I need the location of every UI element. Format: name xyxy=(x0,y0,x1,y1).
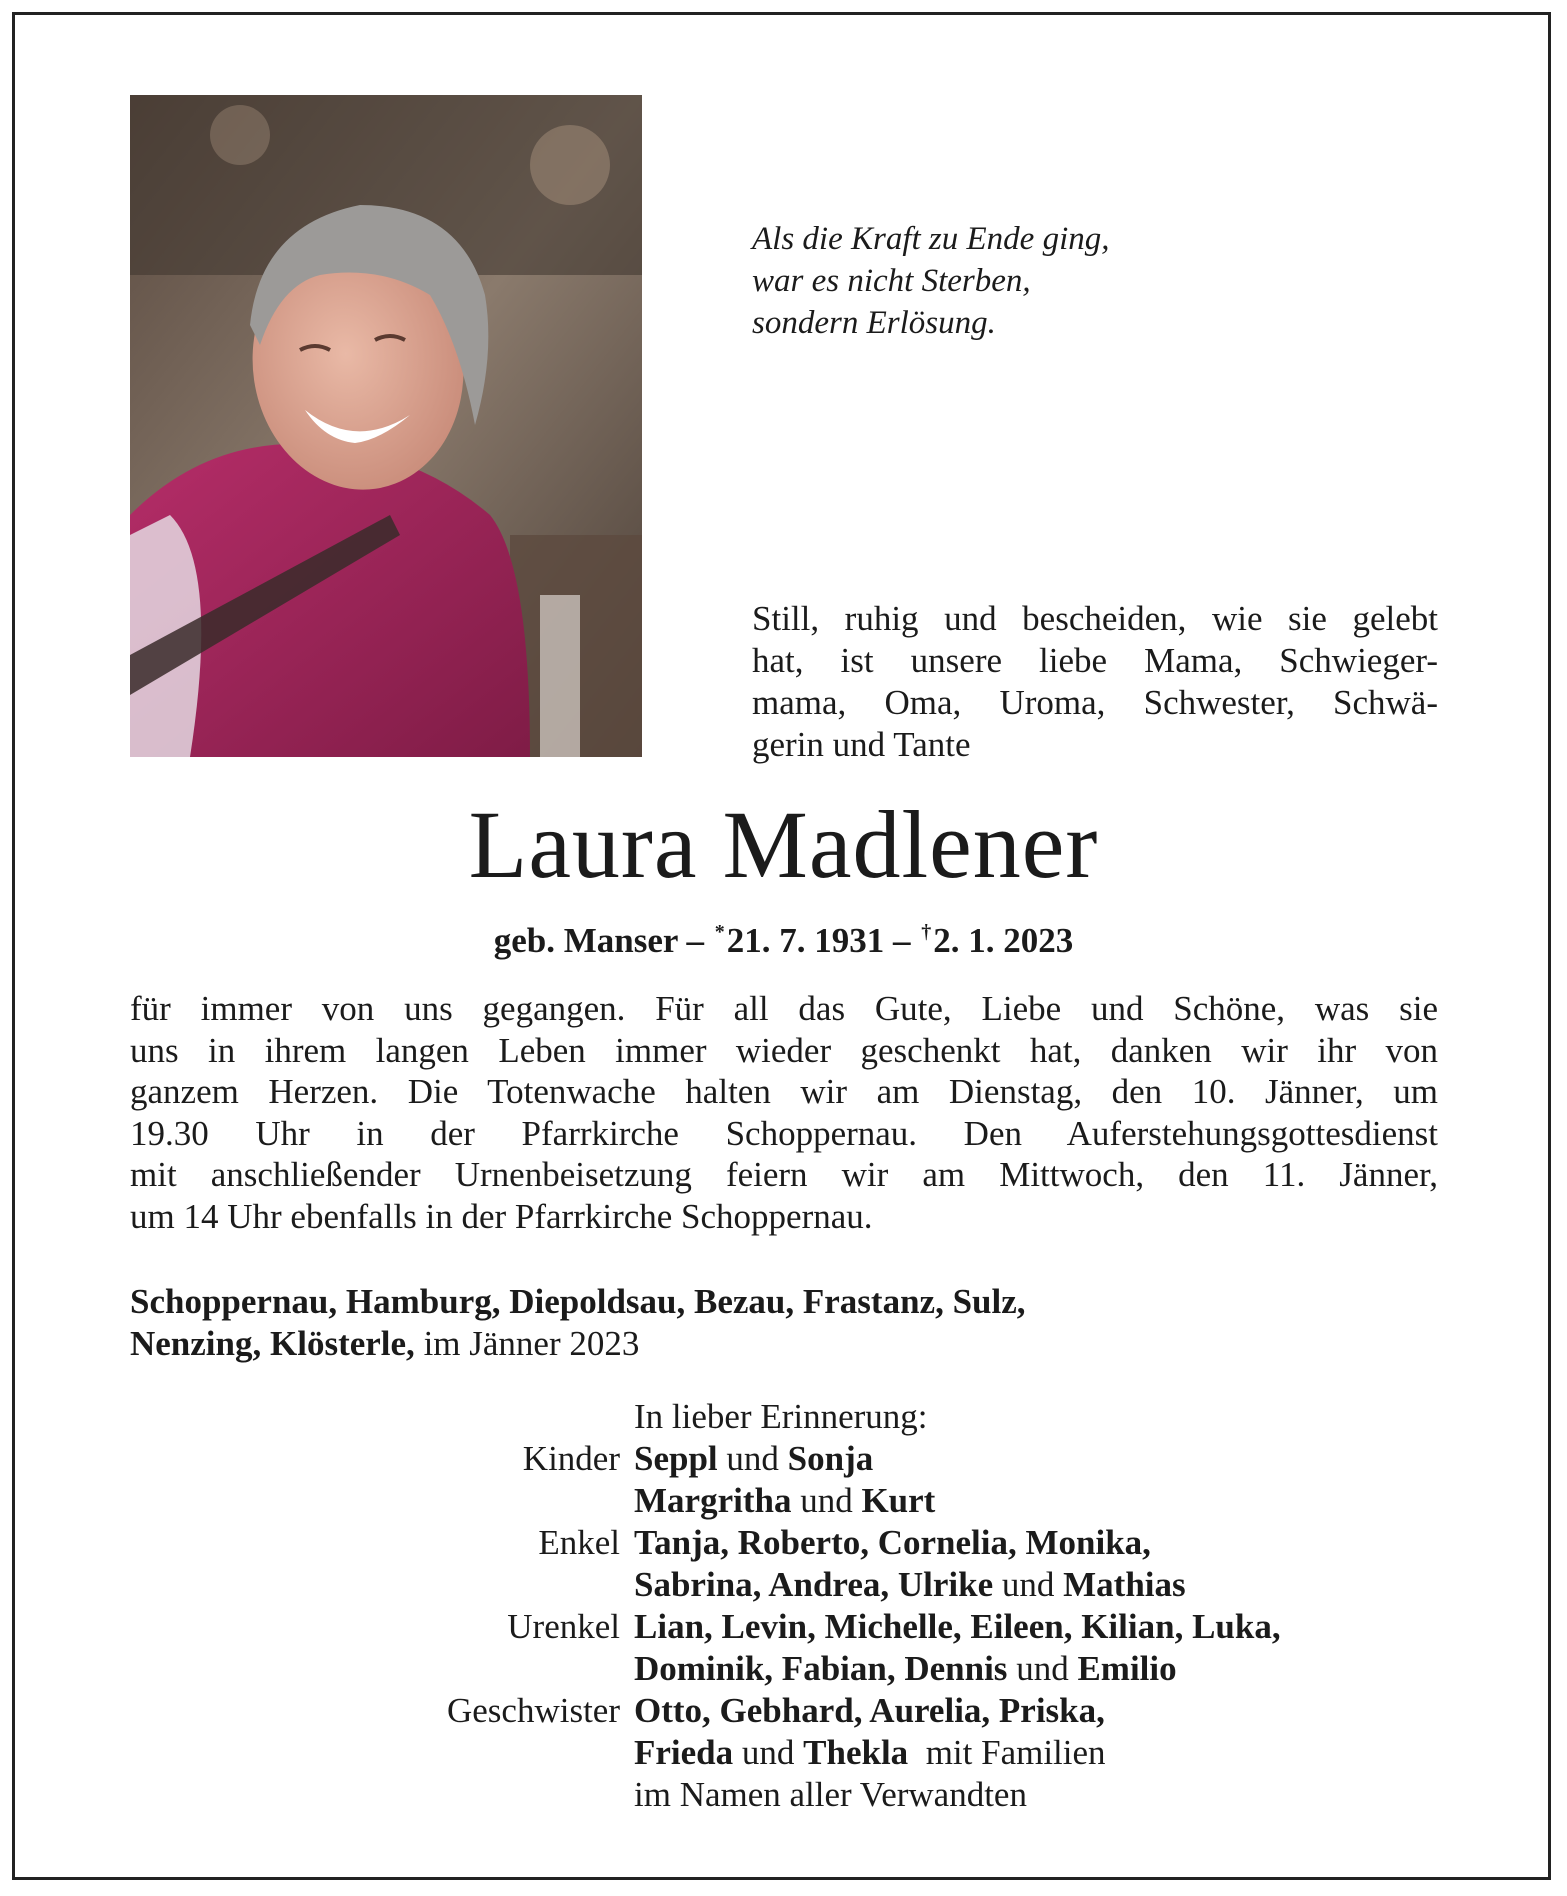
deceased-name: Laura Madlener xyxy=(468,791,1099,898)
intro-line: mama, Oma, Uroma, Schwester, Schwä- xyxy=(752,683,1438,722)
family-member: Seppl xyxy=(634,1439,718,1478)
birth-date: 21. 7. 1931 xyxy=(726,921,885,960)
portrait-illustration xyxy=(130,95,642,757)
family-member: Sonja xyxy=(787,1439,874,1478)
intro-line: gerin und Tante xyxy=(752,725,971,764)
body-line: für immer von uns gegangen. Für all das Gute, Liebe und Schöne, was sie xyxy=(130,989,1438,1028)
intro-line: Still, ruhig und bescheiden, wie sie gelebt xyxy=(752,599,1438,638)
family-member: Frieda xyxy=(634,1733,734,1772)
family-member: Mathias xyxy=(1063,1565,1186,1604)
family-member: Emilio xyxy=(1077,1649,1177,1688)
and-word: und xyxy=(1001,1565,1055,1604)
family-label: Geschwister xyxy=(446,1691,620,1730)
family-row-kinder xyxy=(300,1438,1450,1480)
death-date: 2. 1. 2023 xyxy=(933,921,1074,960)
separator: – xyxy=(686,921,705,960)
family-member: Dominik, Fabian, Dennis xyxy=(634,1649,1008,1688)
date-line: im Jänner 2023 xyxy=(414,1324,640,1363)
family-label: Kinder xyxy=(522,1439,620,1478)
family-row-enkel xyxy=(300,1522,1450,1564)
family-list xyxy=(300,1396,1450,1816)
intro-text xyxy=(752,598,1438,766)
family-row-urenkel xyxy=(300,1606,1450,1648)
family-member: Otto, Gebhard, Aurelia, Priska, xyxy=(634,1691,1105,1730)
body-line: mit anschließender Urnenbeisetzung feiern wir am Mittwoch, den 11. Jänner, xyxy=(130,1155,1438,1194)
family-member: Tanja, Roberto, Cornelia, Monika, xyxy=(634,1523,1151,1562)
and-word: und xyxy=(1016,1649,1069,1688)
died-symbol: † xyxy=(921,921,932,943)
body-line: um 14 Uhr ebenfalls in der Pfarrkirche Schoppernau. xyxy=(130,1196,873,1236)
family-row-geschwister xyxy=(300,1690,1450,1732)
places-and-date xyxy=(130,1281,1438,1365)
motto-quote: Als die Kraft zu Ende ging, war es nicht Sterben, sondern Erlösung. xyxy=(752,221,1110,341)
announcement-body xyxy=(130,988,1438,1237)
separator: – xyxy=(893,921,911,960)
family-member: Kurt xyxy=(861,1481,936,1520)
portrait-photo xyxy=(130,95,642,757)
and-word: und xyxy=(726,1439,779,1478)
body-line: 19.30 Uhr in der Pfarrkirche Schoppernau. Den Auferstehungsgottesdienst xyxy=(130,1113,1438,1153)
places-line: Schoppernau, Hamburg, Diepoldsau, Bezau, Frastanz, Sulz, xyxy=(130,1282,1026,1321)
family-member: Sabrina, Andrea, Ulrike xyxy=(634,1565,994,1604)
closing-line: im Namen aller Verwandten xyxy=(634,1775,1027,1814)
family-member: Lian, Levin, Michelle, Eileen, Kilian, Luka, xyxy=(634,1607,1281,1646)
body-line: uns in ihrem langen Leben immer wieder geschenkt hat, danken wir ihr von xyxy=(130,1030,1438,1070)
places-line-bold: Nenzing, Klösterle, xyxy=(130,1324,415,1363)
born-symbol: * xyxy=(714,921,725,943)
life-dates xyxy=(0,910,1567,963)
family-heading: In lieber Erinnerung: xyxy=(634,1397,928,1436)
family-label: Urenkel xyxy=(507,1607,620,1646)
with-families: mit Familien xyxy=(925,1733,1106,1772)
body-line: ganzem Herzen. Die Totenwache halten wir am Dienstag, den 10. Jänner, um xyxy=(130,1072,1438,1111)
intro-line: hat, ist unsere liebe Mama, Schwieger- xyxy=(752,641,1438,680)
family-member: Margritha xyxy=(634,1481,792,1520)
and-word: und xyxy=(800,1481,853,1520)
family-label: Enkel xyxy=(538,1523,620,1562)
maiden-name: geb. Manser xyxy=(493,921,678,960)
family-member: Thekla xyxy=(803,1733,909,1772)
and-word: und xyxy=(741,1733,795,1772)
